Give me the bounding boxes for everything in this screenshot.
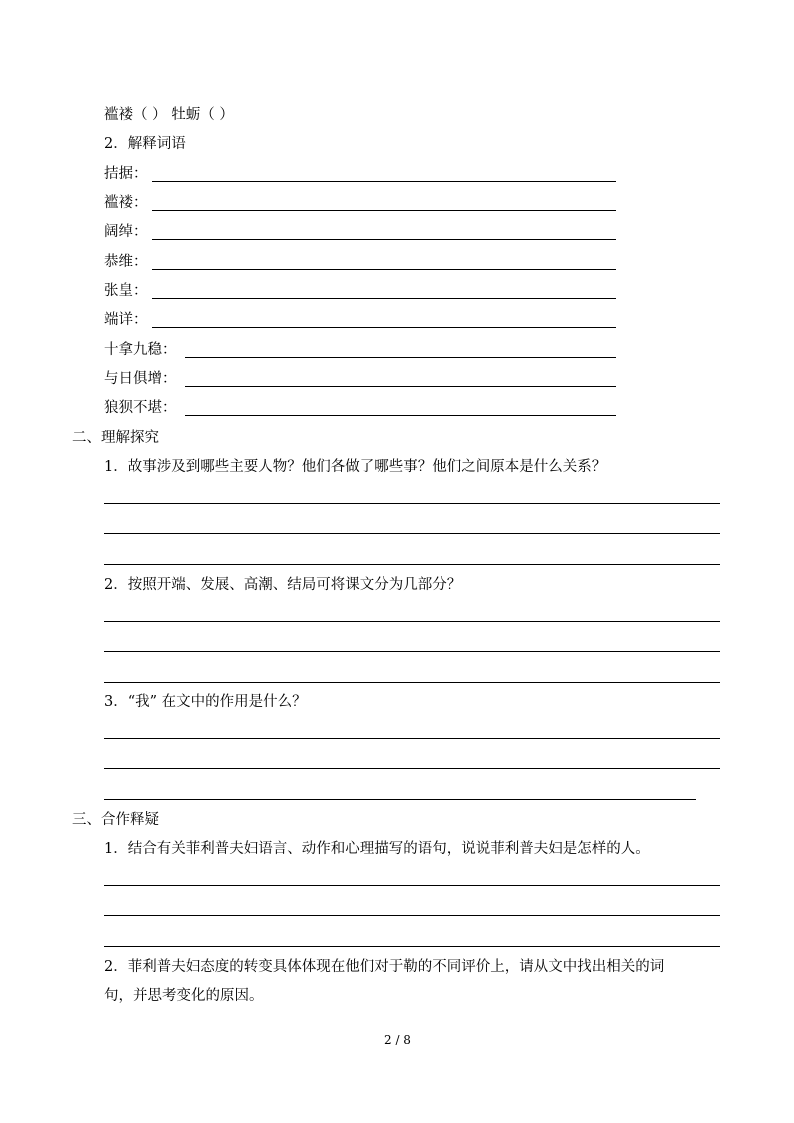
answer-line[interactable] [185, 415, 616, 416]
answer-line[interactable] [152, 210, 616, 211]
answer-line[interactable] [104, 533, 720, 534]
section-heading: 三、合作释疑 [72, 812, 159, 828]
answer-line[interactable] [185, 357, 616, 358]
answer-line[interactable] [104, 946, 720, 947]
vocab-term: 褴褛： [104, 195, 148, 211]
question-text: 2．按照开端、发展、高潮、结局可将课文分为几部分？ [104, 577, 462, 593]
question-text: 2．菲利普夫妇态度的转变具体体现在他们对于勒的不同评价上，请从文中找出相关的词 [104, 959, 665, 975]
answer-line[interactable] [104, 885, 720, 886]
answer-line[interactable] [152, 181, 616, 182]
answer-line[interactable] [104, 738, 720, 739]
answer-line[interactable] [104, 621, 720, 622]
answer-line[interactable] [104, 503, 720, 504]
page-number: 2 / 8 [384, 1033, 411, 1047]
question-text: 1．结合有关菲利普夫妇语言、动作和心理描写的语句，说说菲利普夫妇是怎样的人。 [104, 841, 650, 857]
answer-line[interactable] [104, 768, 720, 769]
vocab-term: 恭维： [104, 254, 148, 270]
pinyin-line: 褴褛（ ） 牡蛎（ ） [104, 107, 234, 123]
vocab-term: 阔绰： [104, 224, 148, 240]
answer-line[interactable] [104, 564, 720, 565]
question-text-continued: 句，并思考变化的原因。 [104, 988, 264, 1004]
vocab-term: 与日俱增： [104, 371, 177, 387]
answer-line[interactable] [152, 269, 616, 270]
answer-line[interactable] [104, 915, 720, 916]
answer-line[interactable] [152, 327, 616, 328]
answer-line[interactable] [152, 298, 616, 299]
vocab-term: 端详： [104, 312, 148, 328]
vocab-term: 狼狈不堪： [104, 400, 177, 416]
answer-line[interactable] [104, 651, 720, 652]
question-text: 3．“我” 在文中的作用是什么？ [104, 694, 307, 710]
answer-line[interactable] [104, 799, 696, 800]
question-text: 1．故事涉及到哪些主要人物？他们各做了哪些事？他们之间原本是什么关系？ [104, 459, 607, 475]
vocab-term: 张皇： [104, 283, 148, 299]
question-2-title: 2．解释词语 [104, 136, 186, 152]
answer-line[interactable] [185, 386, 616, 387]
answer-line[interactable] [152, 239, 616, 240]
section-heading: 二、理解探究 [72, 430, 159, 446]
answer-line[interactable] [104, 682, 720, 683]
vocab-term: 拮据： [104, 166, 148, 182]
vocab-term: 十拿九稳： [104, 342, 177, 358]
